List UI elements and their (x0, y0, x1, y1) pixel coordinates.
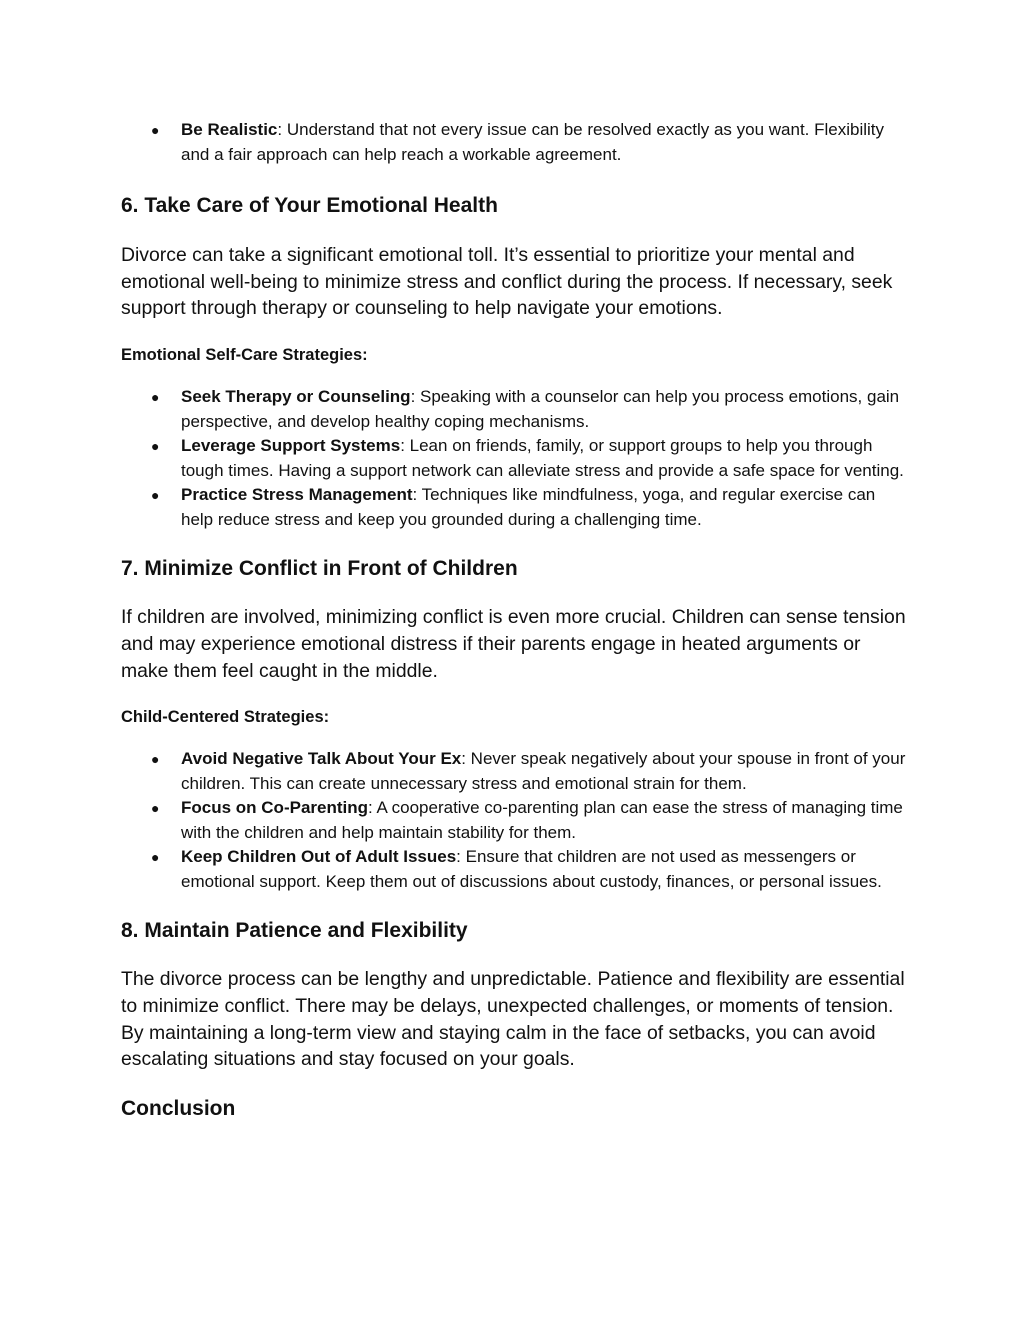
list-item (121, 483, 911, 532)
bullet-text: : Lean on friends, family, or support groups to help you through tough times. Having a support network can alleviate stress and provide a safe space for venting. (181, 436, 904, 480)
bullet-term: Avoid Negative Talk About Your Ex (181, 749, 462, 769)
section-6-paragraph: Divorce can take a significant emotional toll. It’s essential to prioritize your mental and emotional well-being to minimize stress and conflict during the process. If necessary, seek support through therapy or counseling to help navigate your emotions. (121, 244, 893, 320)
bullet-icon: ● (151, 438, 160, 455)
bullet-icon: ● (151, 849, 160, 866)
bullet-term: Practice Stress Management (181, 485, 413, 505)
section-8-paragraph: The divorce process can be lengthy and unpredictable. Patience and flexibility are essential to minimize conflict. There may be delays, unexpected challenges, or moments of tension. By maintaining a long-term view and staying calm in the face of setbacks, you can avoid escalating situations and stay focused on your goals. (121, 968, 905, 1071)
bullet-icon: ● (151, 389, 160, 406)
bullet-text: : A cooperative co-parenting plan can ease the stress of managing time with the children and help maintain stability for them. (181, 798, 903, 842)
bullet-text: : Never speak negatively about your spouse in front of your children. This can create unnecessary stress and emotional strain for them. (181, 749, 906, 793)
list-item (121, 747, 911, 796)
section-7-heading: 7. Minimize Conflict in Front of Children (121, 557, 518, 581)
bullet-text: : Understand that not every issue can be resolved exactly as you want. Flexibility and a fair approach can help reach a workable agreement. (181, 120, 885, 164)
bullet-icon: ● (151, 751, 160, 768)
bullet-term: Keep Children Out of Adult Issues (181, 847, 457, 867)
document-page (121, 118, 911, 1123)
bullet-term: Seek Therapy or Counseling (181, 387, 411, 407)
bullet-icon: ● (151, 487, 160, 504)
bullet-term: Leverage Support Systems (181, 436, 401, 456)
list-item (121, 434, 911, 483)
bullet-icon: ● (151, 122, 160, 138)
section-6-bullet-list (121, 385, 911, 532)
bullet-term: Focus on Co-Parenting (181, 798, 368, 818)
bullet-text: : Speaking with a counselor can help you process emotions, gain perspective, and develop healthy coping mechanisms. (181, 387, 900, 431)
section-6-heading: 6. Take Care of Your Emotional Health (121, 194, 498, 217)
section-8-heading: 8. Maintain Patience and Flexibility (121, 919, 468, 943)
conclusion-heading: Conclusion (121, 1097, 236, 1121)
list-item (121, 385, 911, 434)
list-item (121, 845, 911, 894)
intro-bullet-list (121, 118, 911, 167)
bullet-text: : Ensure that children are not used as messengers or emotional support. Keep them out of discussions about custody, finances, or personal issues. (181, 847, 882, 891)
section-7-paragraph: If children are involved, minimizing conflict is even more crucial. Children can sense tension and may experience emotional distress if their parents engage in heated arguments or make them feel caught in the middle. (121, 606, 906, 682)
section-6-subheading: Emotional Self-Care Strategies: (121, 346, 368, 365)
list-item (121, 118, 911, 167)
bullet-term: Be Realistic (181, 120, 278, 139)
section-7-bullet-list (121, 747, 911, 894)
bullet-text: : Techniques like mindfulness, yoga, and regular exercise can help reduce stress and keep you grounded during a challenging time. (181, 485, 876, 529)
bullet-icon: ● (151, 800, 160, 817)
list-item (121, 796, 911, 845)
section-7-subheading: Child-Centered Strategies: (121, 708, 330, 727)
